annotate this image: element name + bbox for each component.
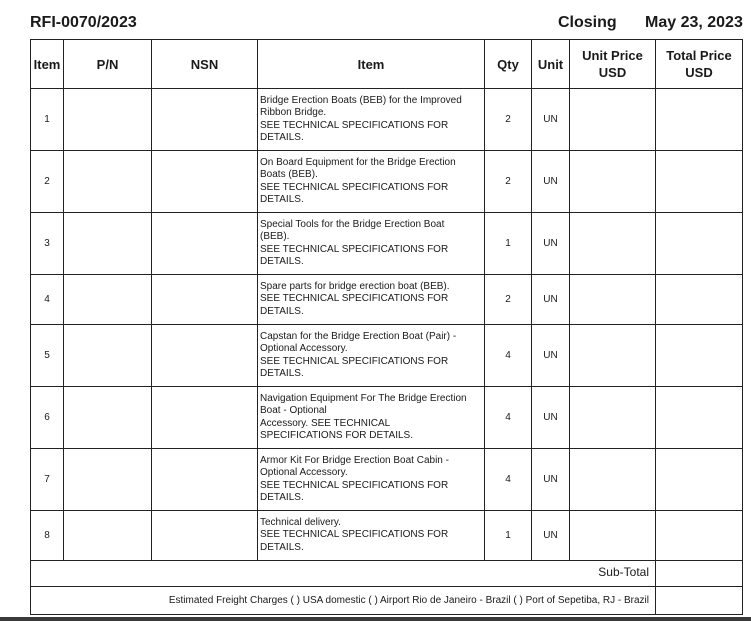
row-description	[258, 213, 485, 275]
unit-price-label: Unit Price	[582, 48, 643, 63]
row-description	[258, 275, 485, 325]
freight-row	[31, 587, 743, 615]
column-header-total-price	[656, 40, 743, 89]
row-description-line: DETAILS.	[260, 193, 304, 205]
row-total-price	[656, 151, 743, 213]
row-qty: 1	[485, 213, 532, 275]
column-header-unit: Unit	[532, 40, 570, 89]
row-nsn	[152, 151, 258, 213]
row-description-line: SPECIFICATIONS FOR DETAILS.	[260, 429, 413, 441]
closing-date: May 23, 2023	[645, 14, 743, 31]
row-description-line: Ribbon Bridge.	[260, 107, 327, 119]
row-total-price	[656, 511, 743, 561]
row-item-number: 3	[31, 213, 64, 275]
row-description-line: SEE TECHNICAL SPECIFICATIONS FOR	[260, 293, 449, 305]
row-description-line: SEE TECHNICAL SPECIFICATIONS FOR	[260, 479, 449, 491]
table-row	[31, 89, 743, 151]
row-description-line: DETAILS.	[260, 367, 304, 379]
row-part-number	[64, 213, 152, 275]
items-table	[30, 39, 743, 615]
row-unit-price	[570, 89, 656, 151]
table-row	[31, 275, 743, 325]
row-unit-price	[570, 275, 656, 325]
row-description-line: SEE TECHNICAL SPECIFICATIONS FOR	[260, 355, 449, 367]
column-header-item: Item	[31, 40, 64, 89]
row-total-price	[656, 89, 743, 151]
row-item-number: 2	[31, 151, 64, 213]
row-part-number	[64, 89, 152, 151]
row-qty: 1	[485, 511, 532, 561]
column-header-qty: Qty	[485, 40, 532, 89]
row-description-line: Accessory. SEE TECHNICAL	[260, 417, 391, 429]
subtotal-row	[31, 561, 743, 587]
row-nsn	[152, 511, 258, 561]
row-unit: UN	[532, 213, 570, 275]
table-header-row	[31, 40, 743, 89]
row-description	[258, 449, 485, 511]
row-description	[258, 387, 485, 449]
row-unit: UN	[532, 449, 570, 511]
row-description-line: DETAILS.	[260, 255, 304, 267]
total-price-label: Total Price	[666, 48, 732, 63]
row-part-number	[64, 151, 152, 213]
table-row	[31, 213, 743, 275]
row-unit-price	[570, 151, 656, 213]
column-header-pn: P/N	[64, 40, 152, 89]
row-item-number: 1	[31, 89, 64, 151]
row-part-number	[64, 275, 152, 325]
row-description	[258, 89, 485, 151]
subtotal-label: Sub-Total	[31, 561, 656, 587]
column-header-unit-price	[570, 40, 656, 89]
row-total-price	[656, 449, 743, 511]
row-description-line: Armor Kit For Bridge Erection Boat Cabin -	[260, 454, 449, 466]
row-description-line: Optional Accessory.	[260, 343, 348, 355]
closing-label: Closing	[558, 14, 617, 31]
row-nsn	[152, 387, 258, 449]
row-nsn	[152, 213, 258, 275]
row-unit: UN	[532, 89, 570, 151]
row-item-number: 7	[31, 449, 64, 511]
table-row	[31, 325, 743, 387]
row-description-line: Boats (BEB).	[260, 169, 318, 181]
row-description-line: Spare parts for bridge erection boat (BEB).	[260, 280, 450, 292]
row-description-line: SEE TECHNICAL SPECIFICATIONS FOR	[260, 181, 449, 193]
row-description-line: SEE TECHNICAL SPECIFICATIONS FOR	[260, 243, 449, 255]
table-row	[31, 151, 743, 213]
row-nsn	[152, 275, 258, 325]
row-description-line: DETAILS.	[260, 541, 304, 553]
row-description-line: On Board Equipment for the Bridge Erection	[260, 156, 456, 168]
row-qty: 4	[485, 325, 532, 387]
rfi-number: RFI-0070/2023	[30, 14, 137, 31]
row-description	[258, 325, 485, 387]
row-description-line: (BEB).	[260, 231, 290, 243]
row-description	[258, 151, 485, 213]
row-qty: 2	[485, 89, 532, 151]
row-description-line: Bridge Erection Boats (BEB) for the Improved	[260, 94, 462, 106]
total-price-currency: USD	[685, 65, 713, 80]
row-unit-price	[570, 325, 656, 387]
table-row	[31, 449, 743, 511]
row-description-line: Special Tools for the Bridge Erection Boat	[260, 218, 445, 230]
row-nsn	[152, 325, 258, 387]
unit-price-currency: USD	[598, 65, 627, 80]
row-description-line: Optional Accessory.	[260, 467, 348, 479]
row-total-price	[656, 213, 743, 275]
row-description-line: SEE TECHNICAL SPECIFICATIONS FOR	[260, 119, 449, 131]
row-nsn	[152, 89, 258, 151]
freight-value	[656, 587, 743, 615]
row-item-number: 8	[31, 511, 64, 561]
row-qty: 4	[485, 387, 532, 449]
row-part-number	[64, 387, 152, 449]
document-header	[0, 0, 751, 38]
row-description-line: DETAILS.	[260, 491, 304, 503]
row-total-price	[656, 275, 743, 325]
row-unit-price	[570, 213, 656, 275]
row-part-number	[64, 511, 152, 561]
row-part-number	[64, 449, 152, 511]
row-unit-price	[570, 387, 656, 449]
row-nsn	[152, 449, 258, 511]
row-item-number: 4	[31, 275, 64, 325]
row-description-line: DETAILS.	[260, 131, 304, 143]
subtotal-value	[656, 561, 743, 587]
row-description-line: Navigation Equipment For The Bridge Erection	[260, 392, 467, 404]
row-qty: 4	[485, 449, 532, 511]
row-description	[258, 511, 485, 561]
table-row	[31, 511, 743, 561]
row-unit: UN	[532, 387, 570, 449]
row-qty: 2	[485, 151, 532, 213]
row-qty: 2	[485, 275, 532, 325]
row-total-price	[656, 387, 743, 449]
row-unit: UN	[532, 275, 570, 325]
row-unit: UN	[532, 325, 570, 387]
row-description-line: Boat - Optional	[260, 405, 327, 417]
column-header-description: Item	[258, 40, 485, 89]
freight-options: Estimated Freight Charges ( ) USA domestic ( ) Airport Rio de Janeiro - Brazil ( ) Port of Sepetiba, RJ - Brazil	[31, 587, 656, 615]
row-total-price	[656, 325, 743, 387]
row-unit: UN	[532, 151, 570, 213]
table-row	[31, 387, 743, 449]
bottom-edge-bar	[0, 617, 751, 621]
row-item-number: 5	[31, 325, 64, 387]
row-unit-price	[570, 511, 656, 561]
row-description-line: Technical delivery.	[260, 516, 341, 528]
row-unit-price	[570, 449, 656, 511]
row-part-number	[64, 325, 152, 387]
column-header-nsn: NSN	[152, 40, 258, 89]
row-unit: UN	[532, 511, 570, 561]
row-description-line: DETAILS.	[260, 305, 304, 317]
row-description-line: SEE TECHNICAL SPECIFICATIONS FOR	[260, 529, 449, 541]
row-item-number: 6	[31, 387, 64, 449]
row-description-line: Capstan for the Bridge Erection Boat (Pair) -	[260, 330, 457, 342]
